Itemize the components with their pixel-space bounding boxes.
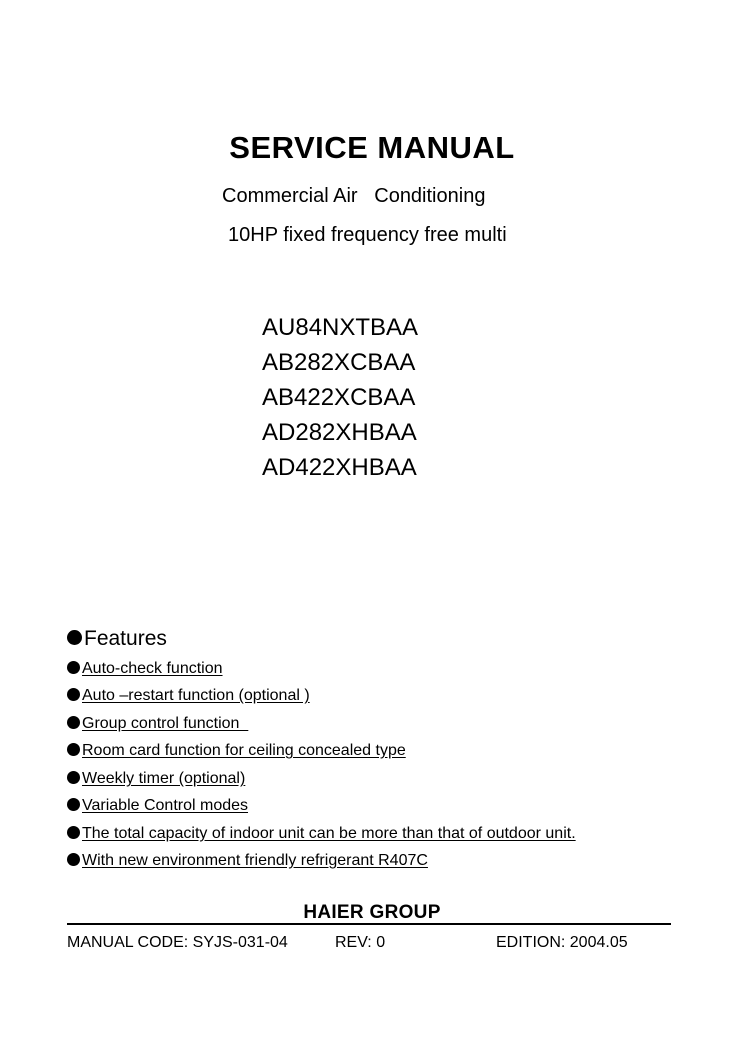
- bullet-icon: [67, 826, 80, 839]
- model-number: AD282XHBAA: [262, 419, 417, 446]
- footer-divider: [67, 923, 671, 925]
- subtitle-product: 10HP fixed frequency free multi: [228, 224, 507, 246]
- bullet-icon: [67, 716, 80, 729]
- features-heading-label: Features: [84, 627, 167, 650]
- model-number: AB282XCBAA: [262, 349, 416, 376]
- bullet-icon: [67, 661, 80, 674]
- bullet-icon: [67, 743, 80, 756]
- company-name: HAIER GROUP: [303, 902, 441, 923]
- feature-text: Group control function: [82, 715, 249, 732]
- feature-item: [67, 715, 248, 733]
- feature-text: Auto-check function: [82, 660, 223, 677]
- model-number: AB422XCBAA: [262, 384, 416, 411]
- feature-item: [67, 852, 428, 870]
- feature-item: [67, 687, 310, 705]
- bullet-icon: [67, 771, 80, 784]
- document-title: SERVICE MANUAL: [229, 130, 515, 165]
- feature-text: With new environment friendly refrigerant R407C: [82, 852, 428, 869]
- feature-item: [67, 742, 406, 760]
- feature-text: Auto –restart function (optional ): [82, 687, 310, 704]
- bullet-icon: [67, 630, 82, 645]
- model-number: AU84NXTBAA: [262, 314, 419, 341]
- feature-item: [67, 797, 248, 815]
- bullet-icon: [67, 798, 80, 811]
- feature-text: Weekly timer (optional): [82, 770, 246, 787]
- bullet-icon: [67, 688, 80, 701]
- bullet-icon: [67, 853, 80, 866]
- feature-item: [67, 770, 245, 788]
- feature-text: Room card function for ceiling concealed type: [82, 742, 406, 759]
- feature-text: Variable Control modes: [82, 797, 249, 814]
- features-heading: [67, 627, 167, 651]
- model-number: AD422XHBAA: [262, 454, 417, 481]
- feature-text: The total capacity of indoor unit can be more than that of outdoor unit.: [82, 825, 576, 842]
- subtitle-category: Commercial Air Conditioning: [222, 185, 486, 207]
- feature-item: [67, 825, 576, 843]
- manual-code: MANUAL CODE: SYJS-031-04: [67, 934, 288, 951]
- feature-item: [67, 660, 223, 678]
- revision: REV: 0: [335, 934, 386, 951]
- edition: EDITION: 2004.05: [496, 934, 628, 951]
